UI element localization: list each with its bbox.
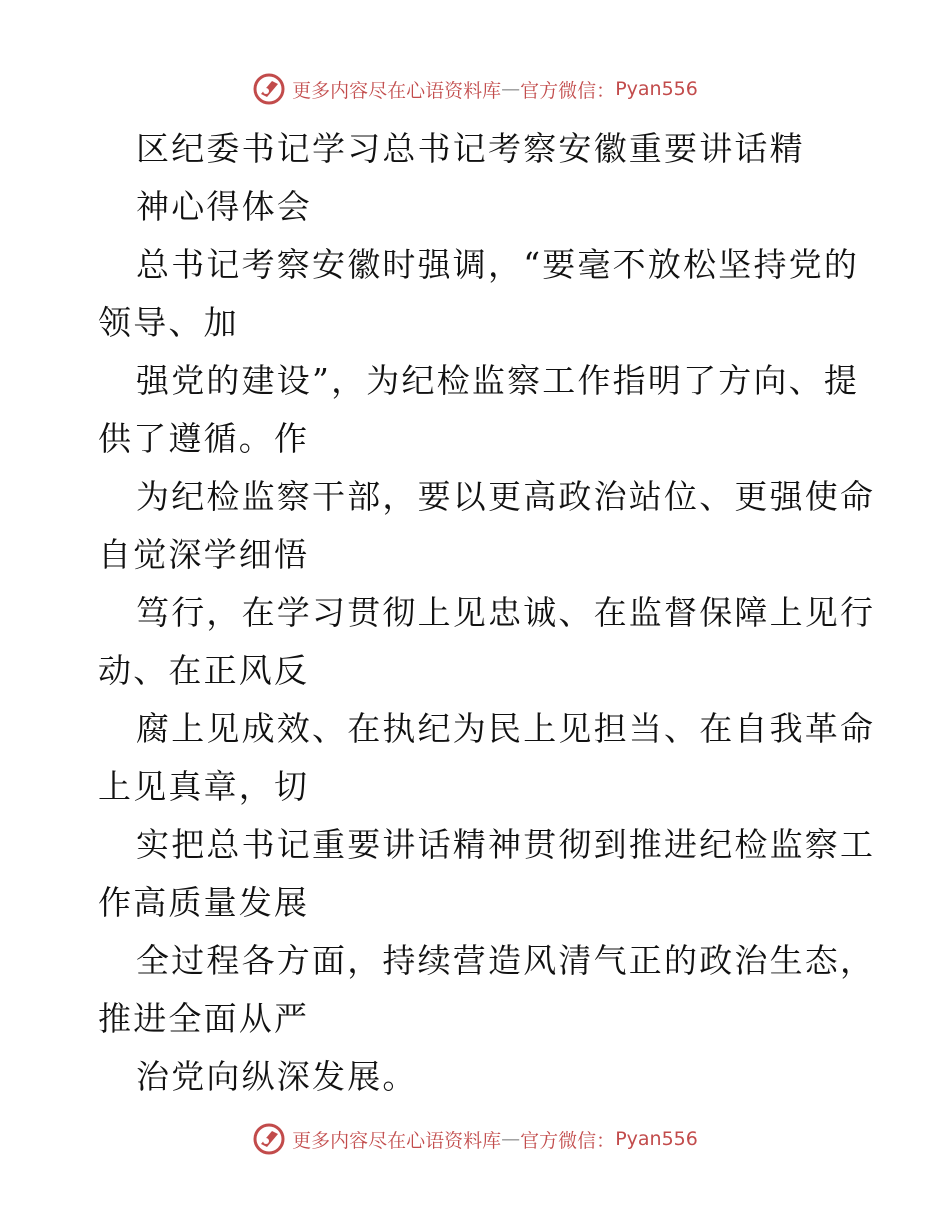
banner-wechat-id: Pyan556 (615, 1128, 698, 1150)
banner-separator: — (501, 1128, 521, 1150)
doc-line: 自觉深学细悟 (98, 535, 310, 574)
banner-wechat-id: Pyan556 (615, 78, 698, 100)
doc-line: 治党向纵深发展。 (136, 1057, 418, 1096)
doc-line-title-1: 区纪委书记学习总书记考察安徽重要讲话精 (136, 129, 805, 168)
doc-line: 腐上见成效、在执纪为民上见担当、在自我革命 (136, 709, 876, 748)
doc-line: 上见真章，切 (98, 767, 310, 806)
logo-icon (252, 72, 286, 106)
doc-line: 全过程各方面，持续营造风清气正的政治生态， (136, 941, 876, 980)
document-body (98, 120, 876, 1106)
banner-separator: — (501, 78, 521, 100)
doc-line: 推进全面从严 (98, 999, 310, 1038)
header-banner (0, 72, 950, 106)
doc-line: 动、在正风反 (98, 651, 310, 690)
doc-line: 为纪检监察干部，要以更高政治站位、更强使命 (136, 477, 876, 516)
banner-site-text: 更多内容尽在心语资料库 (292, 1129, 502, 1152)
doc-line: 笃行，在学习贯彻上见忠诚、在监督保障上见行 (136, 593, 876, 632)
banner-wechat-label: 官方微信： (520, 1129, 616, 1152)
logo-icon (252, 1122, 286, 1156)
doc-line: 领导、加 (98, 303, 239, 342)
footer-banner (0, 1122, 950, 1156)
doc-line: 作高质量发展 (98, 883, 310, 922)
doc-line-title-2: 神心得体会 (136, 187, 312, 226)
doc-line: 实把总书记重要讲话精神贯彻到推进纪检监察工 (136, 825, 876, 864)
banner-wechat-label: 官方微信： (520, 79, 616, 102)
doc-line: 总书记考察安徽时强调，“要毫不放松坚持党的 (136, 245, 860, 284)
doc-line: 强党的建设”，为纪检监察工作指明了方向、提 (136, 361, 860, 400)
doc-line: 供了遵循。作 (98, 419, 310, 458)
banner-site-text: 更多内容尽在心语资料库 (292, 79, 502, 102)
